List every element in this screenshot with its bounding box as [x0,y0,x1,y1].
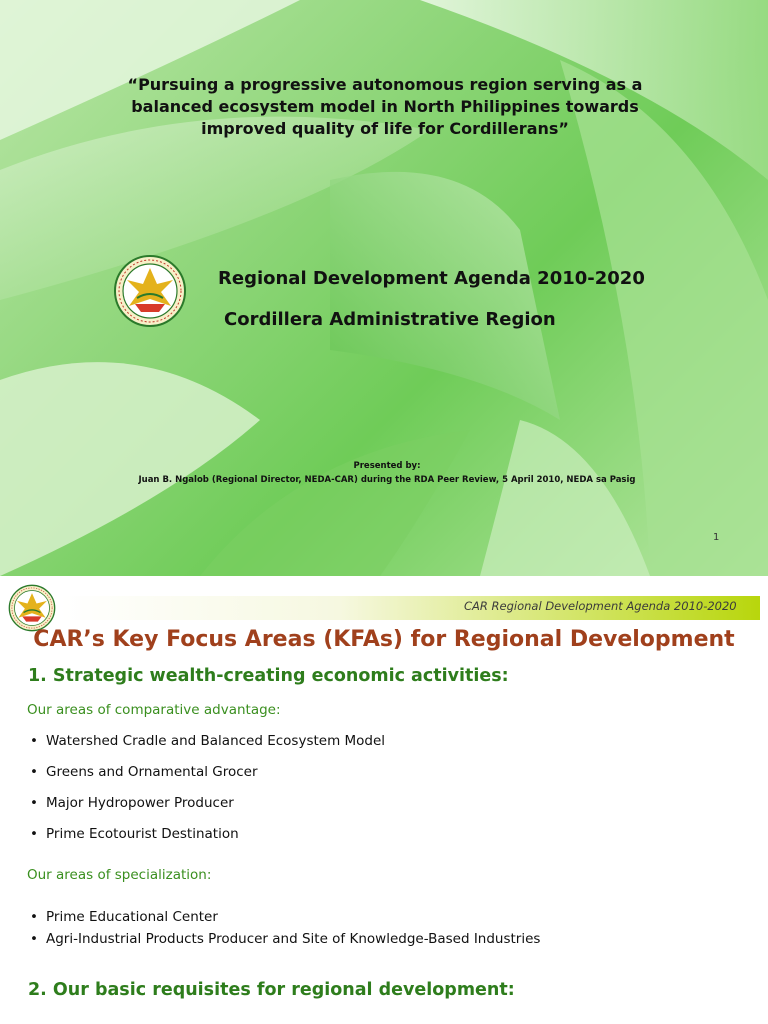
bullet-icon: • [30,733,38,749]
quote-line: “Pursuing a progressive autonomous region serving as a [127,75,643,94]
quote-line: balanced ecosystem model in North Philippines towards [131,97,639,116]
page-number: 1 [713,532,720,543]
content-slide [0,576,768,1024]
list-item-text: Prime Educational Center [46,909,218,925]
list-item [30,733,385,749]
list-item [30,764,258,780]
bullet-icon: • [30,909,38,925]
list-item-text: Agri-Industrial Products Producer and Site of Knowledge-Based Industries [46,931,541,947]
bullet-icon: • [30,931,38,947]
list-item-text: Major Hydropower Producer [46,795,234,811]
list-item-text: Prime Ecotourist Destination [46,826,239,842]
list-item [30,909,218,925]
header-text: CAR Regional Development Agenda 2010-2020 [464,599,737,613]
section-heading: 1. Strategic wealth-creating economic activities: [28,666,509,686]
presented-by-label: Presented by: [353,461,421,471]
presenter-details: Juan B. Ngalob (Regional Director, NEDA-CAR) during the RDA Peer Review, 5 April 2010, NEDA sa Pasig [138,475,636,485]
list-item [30,826,239,842]
list-item-text: Greens and Ornamental Grocer [46,764,258,780]
slide-title: CAR’s Key Focus Areas (KFAs) for Regional Development [33,627,735,652]
comparative-advantage-label: Our areas of comparative advantage: [27,702,281,718]
list-item-text: Watershed Cradle and Balanced Ecosystem Model [46,733,386,749]
agenda-title: Regional Development Agenda 2010-2020 [218,268,645,289]
section-heading: 2. Our basic requisites for regional development: [28,980,515,1000]
car-seal-logo [113,254,187,328]
region-title: Cordillera Administrative Region [224,309,556,330]
bullet-icon: • [30,795,38,811]
bullet-icon: • [30,826,38,842]
list-item [30,795,234,811]
specialization-label: Our areas of specialization: [27,867,212,883]
car-seal-logo [8,584,56,632]
quote-line: improved quality of life for Cordillerans” [201,119,569,138]
list-item [30,931,540,947]
presenter-block [0,459,768,487]
bullet-icon: • [30,764,38,780]
vision-quote [110,74,660,140]
